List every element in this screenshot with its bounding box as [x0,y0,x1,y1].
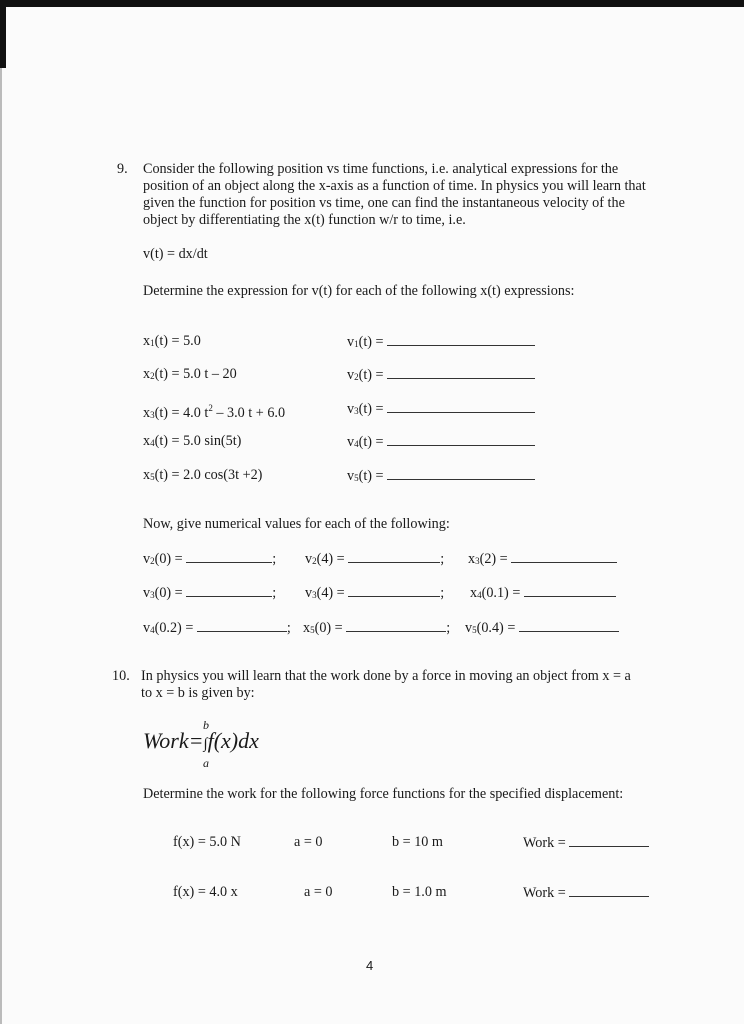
formula-lhs: Work= [143,728,204,753]
v-label: v [347,334,355,350]
scan-edge-left [0,68,2,1024]
v4-answer-blank[interactable] [387,433,535,446]
v-equals: (t) = [358,367,384,383]
arg: (4) = [316,551,345,567]
separator: ; [272,551,277,567]
numeric-v4-0.2 [143,619,291,639]
label: x [470,585,478,601]
v-equals: (t) = [358,401,384,417]
x5-function [143,467,262,486]
arg: (4) = [316,585,345,601]
answer-blank[interactable] [197,619,287,632]
arg: (0) = [154,551,183,567]
answer-blank[interactable] [348,550,440,563]
x-label: x [143,333,151,349]
work-answer-blank[interactable] [569,884,649,897]
x-superscript: 2 [208,403,213,413]
arg: (0.1) = [481,585,521,601]
page-number: 4 [366,958,374,973]
v-subscript: 5 [354,473,359,483]
x-subscript: 5 [150,472,155,482]
v-label: v [347,468,355,484]
label: v [143,585,151,601]
label: v [305,585,313,601]
work-answer-blank[interactable] [569,834,649,847]
answer-blank[interactable] [519,619,619,632]
x-expression: (t) = 2.0 cos(3t +2) [154,467,263,483]
subscript: 5 [472,625,477,635]
numeric-v3-4 [305,584,444,604]
v-subscript: 1 [354,339,359,349]
work-row-1-work [523,834,649,852]
v1-answer-blank[interactable] [387,333,535,346]
v2-answer [347,366,535,386]
separator: ; [272,585,277,601]
subscript: 2 [312,556,317,566]
question-10-number: 10. [112,668,130,684]
work-row-2-b: b = 1.0 m [392,884,447,900]
v-label: v [347,434,355,450]
subscript: 3 [475,556,480,566]
arg: (2) = [479,551,508,567]
v5-answer [347,467,535,487]
answer-blank[interactable] [524,584,616,597]
subscript: 5 [310,625,315,635]
work-row-2-force: f(x) = 4.0 x [173,884,238,900]
label: x [303,620,311,636]
integral-lower-limit: a [203,756,209,770]
x-label: x [143,433,151,449]
x-expression: (t) = 5.0 t – 20 [154,366,237,382]
scan-border-top [0,0,744,7]
work-row-1-b: b = 10 m [392,834,443,850]
subscript: 3 [312,590,317,600]
x1-function [143,333,201,352]
subscript: 4 [150,625,155,635]
v-subscript: 3 [354,406,359,416]
velocity-definition: v(t) = dx/dt [143,246,208,262]
question-10-instruction: Determine the work for the following force functions for the specified displacement: [143,786,624,802]
label: x [468,551,476,567]
v-subscript: 2 [354,372,359,382]
work-formula [143,728,259,754]
label: v [143,551,151,567]
v-equals: (t) = [358,434,384,450]
integral-sign: ∫ [203,736,208,752]
answer-blank[interactable] [346,619,446,632]
work-row-2-work [523,884,649,902]
separator: ; [440,551,445,567]
integral-upper-limit: b [203,718,209,732]
v4-answer [347,433,535,453]
work-row-1-force: f(x) = 5.0 N [173,834,241,850]
scan-border-left [0,0,6,68]
question-9-number: 9. [117,161,128,177]
question-10-intro-line1: In physics you will learn that the work done by a force in moving an object from x = a [141,668,631,684]
subscript: 3 [150,590,155,600]
x-subscript: 2 [150,371,155,381]
x-expression: (t) = 5.0 [154,333,201,349]
x2-function [143,366,237,385]
v3-answer [347,400,535,420]
question-9-intro: Consider the following position vs time functions, i.e. analytical expressions for the position of an object along the x-axis as a function of time. In physics you will learn that given the function for position vs time, one can find the instantaneous velocity of the object by differentiating the x(t) function w/r to time, i.e. [143,161,646,228]
work-label: Work = [523,835,566,851]
arg: (0.4) = [476,620,516,636]
separator: ; [286,620,291,636]
x4-function [143,433,241,452]
subscript: 2 [150,556,155,566]
numeric-v2-4 [305,550,444,570]
arg: (0) = [314,620,343,636]
work-label: Work = [523,885,566,901]
v-equals: (t) = [358,468,384,484]
separator: ; [446,620,451,636]
formula-rhs: f(x)dx [207,728,259,753]
label: v [465,620,473,636]
numeric-v2-0 [143,550,276,570]
answer-blank[interactable] [348,584,440,597]
numeric-x4-0.1 [470,584,616,604]
label: v [143,620,151,636]
arg: (0.2) = [154,620,194,636]
separator: ; [440,585,445,601]
x-expression: (t) = 5.0 sin(5t) [154,433,242,449]
x-expression-part2: – 3.0 t + 6.0 [212,405,286,421]
x3-function [143,400,285,424]
work-row-2-a: a = 0 [304,884,333,900]
v5-answer-blank[interactable] [387,467,535,480]
question-9-instruction: Determine the expression for v(t) for each of the following x(t) expressions: [143,283,575,299]
x-subscript: 4 [150,438,155,448]
answer-blank[interactable] [186,584,272,597]
numeric-x5-0 [303,619,450,639]
subscript: 4 [477,590,482,600]
numeric-instruction: Now, give numerical values for each of the following: [143,516,450,532]
x-subscript: 1 [150,338,155,348]
question-10-intro-line2: to x = b is given by: [141,685,255,701]
work-row-1-a: a = 0 [294,834,323,850]
label: v [305,551,313,567]
v-equals: (t) = [358,334,384,350]
v-subscript: 4 [354,439,359,449]
v3-answer-blank[interactable] [387,400,535,413]
answer-blank[interactable] [186,550,272,563]
numeric-x3-2 [468,550,617,570]
v1-answer [347,333,535,353]
numeric-v3-0 [143,584,276,604]
x-subscript: 3 [150,410,155,420]
x-expression-part1: (t) = 4.0 t [154,405,209,421]
arg: (0) = [154,585,183,601]
v2-answer-blank[interactable] [387,366,535,379]
v-label: v [347,367,355,383]
answer-blank[interactable] [511,550,617,563]
numeric-v5-0.4 [465,619,619,639]
x-label: x [143,467,151,483]
x-label: x [143,405,151,421]
x-label: x [143,366,151,382]
v-label: v [347,401,355,417]
